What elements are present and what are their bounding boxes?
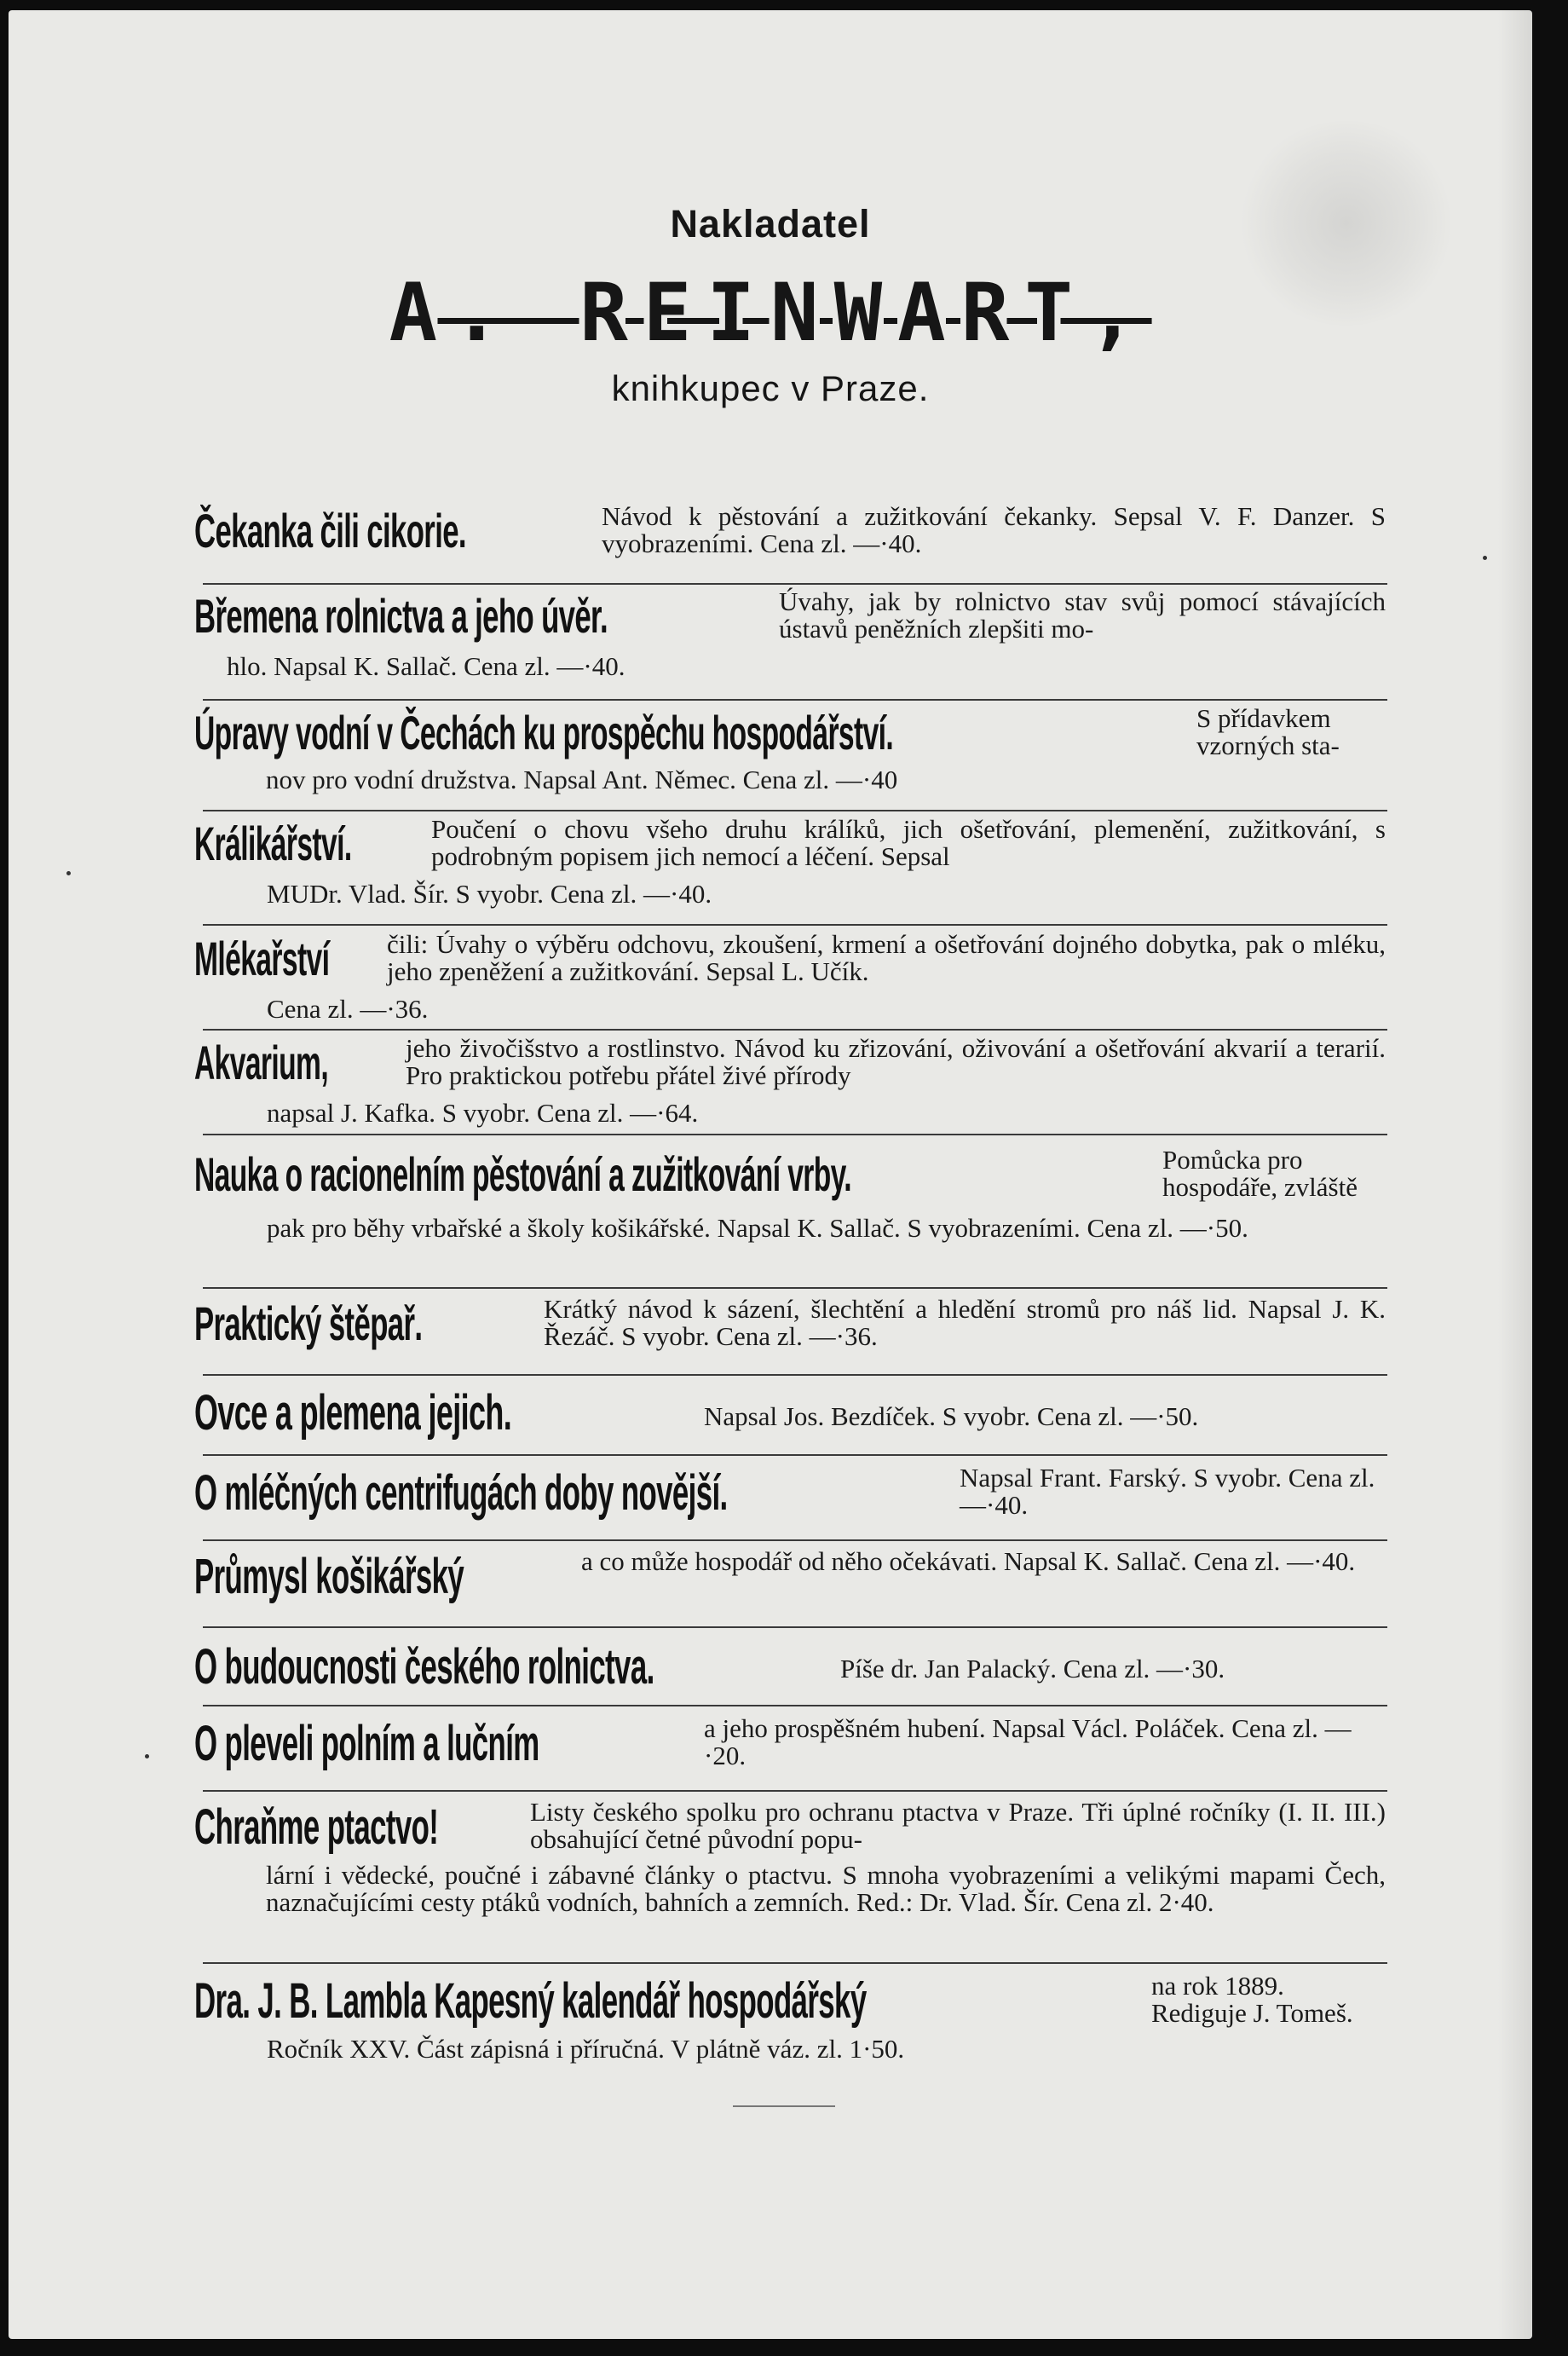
catalog-entry: [194, 1035, 1386, 1127]
divider: [203, 1705, 1387, 1706]
entry-title: Králikářství.: [194, 817, 352, 870]
divider: [203, 924, 1387, 926]
end-rule: [733, 2105, 835, 2107]
entry-tail: lární i vědecké, poučné i zábavné články o ptactvu. S mnoha vyobrazeními a velikými mapami Čech, naznačujícími cesty ptáků vodních, bahních a zemních. Red.: Dr. Vlad. Šír. Cena zl. 2·40.: [266, 1860, 1386, 1917]
divider: [203, 810, 1387, 811]
divider: [203, 1454, 1387, 1456]
divider: [203, 1539, 1387, 1541]
entry-description: Pomůcka pro hospodáře, zvláště: [1162, 1145, 1358, 1202]
entry-description: Napsal Jos. Bezdíček. S vyobr. Cena zl. —·50.: [704, 1401, 1199, 1431]
ink-speck: [145, 1754, 149, 1758]
divider: [203, 1287, 1387, 1289]
entry-title: Dra. J. B. Lambla Kapesný kalendář hospodářský: [194, 1973, 867, 2029]
catalog-entry: [194, 1296, 1386, 1360]
entry-description: Listy českého spolku pro ochranu ptactva v Praze. Tři úplné ročníky (I. II. III.) obsahující četné původní popu-: [530, 1797, 1386, 1854]
entry-tail: hlo. Napsal K. Sallač. Cena zl. —·40.: [227, 651, 625, 681]
divider: [203, 1374, 1387, 1376]
publisher-subtitle: knihkupec v Praze.: [611, 368, 930, 408]
entry-title: Mlékařství: [194, 932, 330, 985]
entry-title: O pleveli polním a lučním: [194, 1716, 539, 1771]
divider: [203, 1134, 1387, 1135]
entry-description: Napsal Frant. Farský. S vyobr. Cena zl. —·40.: [960, 1463, 1375, 1520]
catalog-entry: [194, 1799, 1386, 1916]
catalog-entry: [194, 1638, 1386, 1698]
entry-tail: MUDr. Vlad. Šír. S vyobr. Cena zl. —·40.: [267, 879, 712, 909]
entry-title: O budoucnosti českého rolnictva.: [194, 1639, 654, 1695]
divider: [203, 699, 1387, 701]
entry-description: Poučení o chovu všeho druhu králíků, jich ošetřování, plemenění, zužitkování, s podrobným popisem jich nemocí a léčení. Sepsal: [431, 814, 1386, 871]
entry-description: Návod k pěstování a zužitkování čekanky. Sepsal V. F. Danzer. S vyobrazeními. Cena zl. —·40.: [602, 501, 1386, 558]
entry-description: na rok 1889. Rediguje J. Tomeš.: [1151, 1971, 1353, 2028]
catalog-entry: [194, 816, 1386, 908]
entry-title: Břemena rolnictva a jeho úvěr.: [194, 589, 608, 643]
entry-description: jeho živočišstvo a rostlinstvo. Návod ku zřizování, oživování a ošetřování akvarií a terarií. Pro praktickou potřebu přátel živé přírody: [406, 1033, 1386, 1090]
entry-title: Čekanka čili cikorie.: [194, 504, 466, 557]
entry-tail: pak pro běhy vrbařské a školy košikářské. Napsal K. Sallač. S vyobrazeními. Cena zl. —·50.: [267, 1213, 1248, 1243]
divider: [203, 583, 1387, 585]
entry-description: a co může hospodář od něho očekávati. Napsal K. Sallač. Cena zl. —·40.: [581, 1546, 1356, 1576]
entry-description: Úvahy, jak by rolnictvo stav svůj pomocí stávajících ústavů peněžních zlepšiti mo-: [779, 586, 1386, 644]
entry-title: O mléčných centrifugách doby novější.: [194, 1465, 728, 1521]
divider: [203, 1962, 1387, 1964]
publisher-name: A. REINWART,: [389, 267, 1152, 360]
entry-tail: Ročník XXV. Část zápisná i příručná. V plátně váz. zl. 1·50.: [267, 2034, 905, 2064]
catalog-entry: [194, 1715, 1386, 1775]
catalog-entry: [194, 1464, 1386, 1524]
document-page: [9, 10, 1532, 2339]
catalog-entry: [194, 1146, 1386, 1242]
ink-speck: [66, 871, 71, 875]
catalog-entry: [194, 503, 1386, 558]
entry-title: Akvarium,: [194, 1036, 329, 1089]
entry-description: čili: Úvahy o výběru odchovu, zkoušení, krmení a ošetřování dojného dobytka, pak o mléku, jeho zpeněžení a zužitkování. Sepsal L. Učík.: [387, 929, 1386, 986]
entry-tail: nov pro vodní družstva. Napsal Ant. Němec. Cena zl. —·40: [266, 765, 898, 794]
ink-speck: [1483, 556, 1487, 560]
catalog-entry: [194, 1548, 1386, 1608]
entry-title: Průmysl košikářský: [194, 1549, 464, 1604]
catalog-entry: [194, 931, 1386, 1023]
entry-tail: Cena zl. —·36.: [267, 994, 429, 1024]
catalog-entry: [194, 1384, 1386, 1444]
entry-title: Ovce a plemena jejich.: [194, 1385, 512, 1441]
page-edge-shadow: [1498, 10, 1532, 2339]
divider: [203, 1790, 1387, 1792]
catalog-entry: [194, 588, 1386, 680]
entry-description: Píše dr. Jan Palacký. Cena zl. —·30.: [840, 1654, 1225, 1683]
entry-description: Krátký návod k sázení, šlechtění a hledění stromů pro náš lid. Napsal J. K. Řezáč. S vyobr. Cena zl. —·36.: [544, 1294, 1386, 1351]
entry-tail: napsal J. Kafka. S vyobr. Cena zl. —·64.: [267, 1098, 699, 1128]
catalog-entry: [194, 1972, 1386, 2063]
entry-title: Chraňme ptactvo!: [194, 1799, 439, 1855]
entry-title: Úpravy vodní v Čechách ku prospěchu hospodářství.: [194, 706, 894, 759]
divider: [203, 1626, 1387, 1628]
entry-description: a jeho prospěšném hubení. Napsal Václ. Poláček. Cena zl. —·20.: [704, 1713, 1352, 1770]
publisher-label: Nakladatel: [670, 202, 871, 245]
catalog-entry: [194, 705, 1386, 794]
entry-description: S přídavkem vzorných sta-: [1196, 703, 1340, 760]
divider: [203, 1029, 1387, 1031]
entry-title: Praktický štěpař.: [194, 1296, 423, 1350]
entry-title: Nauka o racionelním pěstování a zužitkování vrby.: [194, 1147, 852, 1201]
